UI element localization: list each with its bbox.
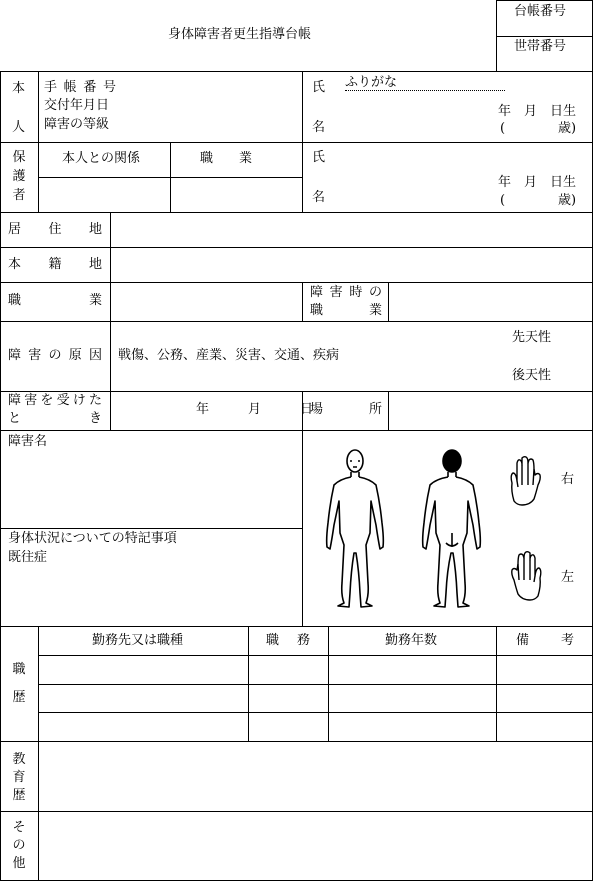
domicile-label: 本籍地 xyxy=(8,257,102,272)
career-label-2: 歴 xyxy=(12,690,26,705)
years-header: 勤務年数 xyxy=(385,633,438,648)
remarks-header: 備考 xyxy=(516,633,574,648)
ledger-number-label: 台帳番号 xyxy=(514,4,567,19)
received-label-1: 障害を受けた xyxy=(8,393,102,408)
cause-options: 戦傷、公務、産業、災害、交通、疾病 xyxy=(118,348,340,363)
other-label-1: そ xyxy=(12,820,26,835)
guardian-age-open: ( xyxy=(500,193,506,208)
duty-header: 職務 xyxy=(266,633,310,648)
occupation-at-disability-label-1: 障害時の xyxy=(310,285,382,300)
residence-label: 居住地 xyxy=(8,222,102,237)
form-title: 身体障害者更生指導台帳 xyxy=(168,27,312,42)
guardian-name-label-top: 氏 xyxy=(312,150,326,165)
body-front-figure xyxy=(320,443,390,613)
person-age-close: 歳) xyxy=(558,121,577,136)
right-hand-label: 右 xyxy=(561,472,575,487)
issue-date-label: 交付年月日 xyxy=(44,98,110,113)
disability-name-label: 障害名 xyxy=(8,434,48,449)
body-back-figure xyxy=(416,443,486,613)
medical-history-label: 既往症 xyxy=(8,550,48,565)
place-label: 場所 xyxy=(310,402,382,417)
person-label-top: 本 xyxy=(12,81,26,96)
right-hand-figure xyxy=(508,455,544,509)
guardian-label-3: 者 xyxy=(12,188,26,203)
received-label-2: とき xyxy=(8,411,102,426)
furigana-label: ふりがな xyxy=(345,75,398,90)
other-label-2: の xyxy=(12,838,26,853)
received-date: 年 月 日 xyxy=(196,402,314,417)
guardian-label-2: 護 xyxy=(12,169,26,184)
household-number-label: 世帯番号 xyxy=(514,39,567,54)
guardian-name-label-bottom: 名 xyxy=(312,190,326,205)
occupation-at-disability-label-2: 職業 xyxy=(310,303,382,318)
special-notes-label: 身体状況についての特記事項 xyxy=(8,531,177,546)
congenital-option: 先天性 xyxy=(512,330,552,345)
education-label-2: 育 xyxy=(12,770,26,785)
person-birth-date: 年 月 日生 xyxy=(498,104,577,119)
left-hand-label: 左 xyxy=(561,570,575,585)
guardian-birth-date: 年 月 日生 xyxy=(498,175,577,190)
person-label-bottom: 人 xyxy=(12,120,26,135)
guardian-label-1: 保 xyxy=(12,150,26,165)
relation-header: 本人との関係 xyxy=(62,151,141,166)
guardian-occupation-header: 職 業 xyxy=(200,151,253,166)
other-label-3: 他 xyxy=(12,856,26,871)
disability-grade-label: 障害の等級 xyxy=(44,117,110,132)
person-name-label-top: 氏 xyxy=(312,80,326,95)
furigana-dotted-line xyxy=(345,90,505,91)
education-label-3: 歴 xyxy=(12,788,26,803)
acquired-option: 後天性 xyxy=(512,368,552,383)
person-age-open: ( xyxy=(500,121,506,136)
cause-label: 障害の原因 xyxy=(8,348,102,363)
career-label-1: 職 xyxy=(12,662,26,677)
education-label-1: 教 xyxy=(12,752,26,767)
person-name-field[interactable] xyxy=(340,96,490,132)
left-hand-figure xyxy=(508,550,544,604)
workplace-header: 勤務先又は職種 xyxy=(92,633,184,648)
occupation-label: 職業 xyxy=(8,293,102,308)
guardian-age-close: 歳) xyxy=(558,193,577,208)
notebook-number-label: 手帳番号 xyxy=(44,80,116,95)
person-name-label-bottom: 名 xyxy=(312,120,326,135)
